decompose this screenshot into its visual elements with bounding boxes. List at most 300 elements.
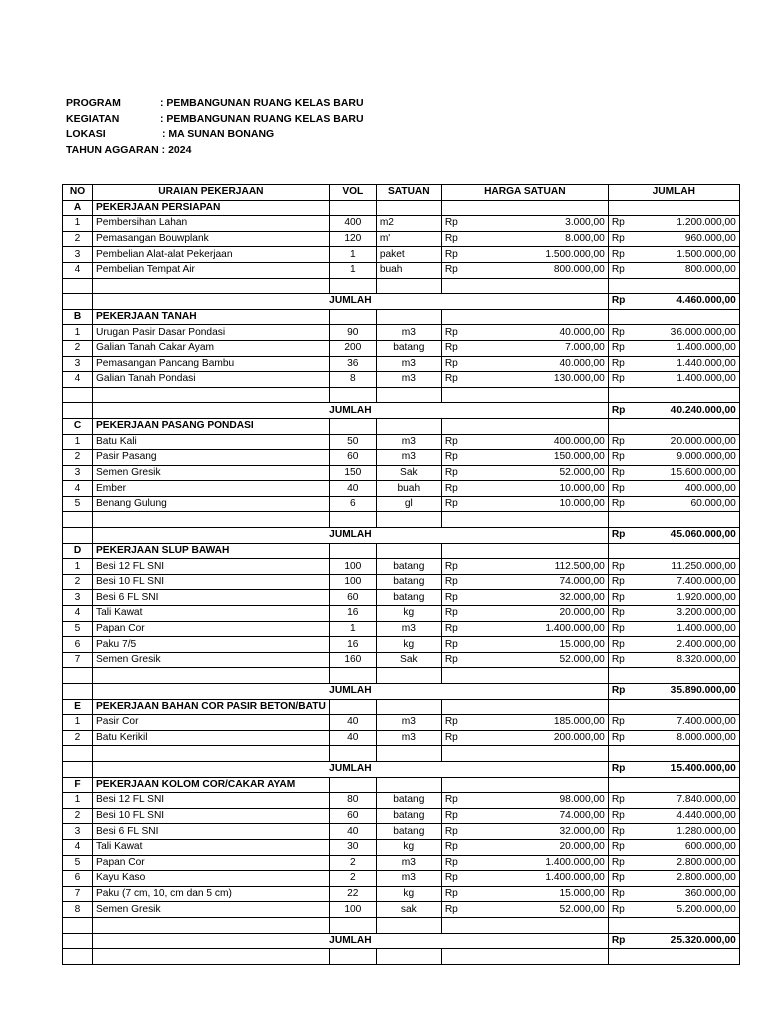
table-row	[63, 590, 740, 606]
item-jumlah: 8.000.000,00	[631, 730, 739, 746]
empty-cell	[464, 387, 608, 403]
section-title: PEKERJAAN KOLOM COR/CAKAR AYAM	[93, 777, 330, 793]
table-row	[63, 450, 740, 466]
empty-cell	[441, 387, 464, 403]
section-code: E	[63, 699, 93, 715]
item-harga-currency: Rp	[441, 559, 464, 575]
item-no: 2	[63, 574, 93, 590]
empty-cell	[441, 949, 464, 965]
section-total-row	[63, 528, 740, 544]
item-vol: 1	[329, 621, 376, 637]
item-harga-currency: Rp	[441, 574, 464, 590]
item-satuan: batang	[376, 559, 441, 575]
item-harga-satuan: 1.400.000,00	[464, 855, 608, 871]
empty-cell	[329, 278, 376, 294]
table-row	[63, 886, 740, 902]
table-row	[63, 356, 740, 372]
item-jumlah: 1.200.000,00	[631, 216, 739, 232]
item-harga-currency: Rp	[441, 715, 464, 731]
empty-cell	[63, 387, 93, 403]
section-total-value: 25.320.000,00	[631, 933, 739, 949]
item-satuan: kg	[376, 606, 441, 622]
item-name: Benang Gulung	[93, 496, 330, 512]
empty-cell	[464, 777, 608, 793]
item-no: 1	[63, 216, 93, 232]
empty-cell	[376, 949, 441, 965]
item-harga-currency: Rp	[441, 450, 464, 466]
item-vol: 400	[329, 216, 376, 232]
section-total-value: 45.060.000,00	[631, 528, 739, 544]
empty-cell	[329, 699, 376, 715]
item-jumlah: 800.000,00	[631, 262, 739, 278]
item-harga-currency: Rp	[441, 231, 464, 247]
item-harga-satuan: 112.500,00	[464, 559, 608, 575]
table-row	[63, 652, 740, 668]
empty-cell	[376, 512, 441, 528]
item-harga-currency: Rp	[441, 871, 464, 887]
item-harga-satuan: 52.000,00	[464, 902, 608, 918]
item-jumlah-currency: Rp	[608, 652, 631, 668]
item-name: Galian Tanah Pondasi	[93, 372, 330, 388]
item-vol: 40	[329, 715, 376, 731]
empty-cell	[376, 200, 441, 216]
item-name: Pemasangan Bouwplank	[93, 231, 330, 247]
table-row	[63, 574, 740, 590]
item-jumlah: 20.000.000,00	[631, 434, 739, 450]
item-no: 7	[63, 886, 93, 902]
table-row	[63, 340, 740, 356]
item-harga-satuan: 150.000,00	[464, 450, 608, 466]
item-harga-satuan: 32.000,00	[464, 824, 608, 840]
empty-row	[63, 746, 740, 762]
item-jumlah-currency: Rp	[608, 434, 631, 450]
item-harga-satuan: 32.000,00	[464, 590, 608, 606]
empty-cell	[329, 949, 376, 965]
empty-cell	[63, 949, 93, 965]
item-no: 4	[63, 372, 93, 388]
item-no: 3	[63, 465, 93, 481]
empty-cell	[631, 917, 739, 933]
item-jumlah-currency: Rp	[608, 621, 631, 637]
item-no: 1	[63, 434, 93, 450]
section-total-row	[63, 294, 740, 310]
item-vol: 22	[329, 886, 376, 902]
section-row	[63, 777, 740, 793]
program-value: : PEMBANGUNAN RUANG KELAS BARU	[160, 97, 364, 109]
section-total-currency: Rp	[608, 528, 631, 544]
item-no: 6	[63, 637, 93, 653]
item-vol: 90	[329, 325, 376, 341]
item-no: 5	[63, 855, 93, 871]
table-row	[63, 839, 740, 855]
table-row	[63, 793, 740, 809]
item-no: 1	[63, 715, 93, 731]
col-header-vol: VOL	[329, 185, 376, 201]
table-row	[63, 372, 740, 388]
empty-cell	[376, 387, 441, 403]
item-jumlah-currency: Rp	[608, 606, 631, 622]
item-harga-currency: Rp	[441, 902, 464, 918]
empty-cell	[329, 746, 376, 762]
item-jumlah-currency: Rp	[608, 824, 631, 840]
empty-cell	[63, 933, 93, 949]
item-no: 4	[63, 262, 93, 278]
item-no: 1	[63, 559, 93, 575]
item-jumlah: 1.280.000,00	[631, 824, 739, 840]
table-row	[63, 824, 740, 840]
col-header-uraian: URAIAN PEKERJAAN	[93, 185, 330, 201]
item-satuan: kg	[376, 886, 441, 902]
item-name: Batu Kerikil	[93, 730, 330, 746]
item-jumlah: 360.000,00	[631, 886, 739, 902]
empty-cell	[441, 746, 464, 762]
item-name: Semen Gresik	[93, 652, 330, 668]
section-total-currency: Rp	[608, 933, 631, 949]
item-jumlah: 960.000,00	[631, 231, 739, 247]
item-harga-satuan: 1.500.000,00	[464, 247, 608, 263]
item-satuan: kg	[376, 839, 441, 855]
table-row	[63, 606, 740, 622]
item-harga-satuan: 98.000,00	[464, 793, 608, 809]
item-harga-currency: Rp	[441, 372, 464, 388]
empty-cell	[441, 200, 464, 216]
section-title: PEKERJAAN SLUP BAWAH	[93, 543, 330, 559]
section-total-value: 15.400.000,00	[631, 761, 739, 777]
empty-cell	[63, 684, 93, 700]
empty-row	[63, 512, 740, 528]
empty-cell	[464, 746, 608, 762]
section-row	[63, 543, 740, 559]
empty-cell	[631, 949, 739, 965]
item-vol: 100	[329, 902, 376, 918]
item-jumlah: 600.000,00	[631, 839, 739, 855]
table-row	[63, 855, 740, 871]
lokasi-label: LOKASI	[66, 128, 106, 140]
table-row	[63, 496, 740, 512]
item-harga-satuan: 40.000,00	[464, 325, 608, 341]
item-jumlah-currency: Rp	[608, 590, 631, 606]
table-row	[63, 325, 740, 341]
empty-cell	[608, 917, 631, 933]
item-jumlah: 2.400.000,00	[631, 637, 739, 653]
section-total-label: JUMLAH	[93, 403, 609, 419]
item-harga-satuan: 74.000,00	[464, 808, 608, 824]
item-satuan: m3	[376, 730, 441, 746]
empty-row	[63, 949, 740, 965]
item-harga-satuan: 15.000,00	[464, 886, 608, 902]
empty-cell	[376, 278, 441, 294]
empty-cell	[376, 699, 441, 715]
item-harga-satuan: 185.000,00	[464, 715, 608, 731]
table-row	[63, 902, 740, 918]
empty-cell	[631, 699, 739, 715]
empty-cell	[441, 917, 464, 933]
item-jumlah: 400.000,00	[631, 481, 739, 497]
empty-cell	[93, 387, 330, 403]
section-code: A	[63, 200, 93, 216]
empty-cell	[329, 512, 376, 528]
item-harga-currency: Rp	[441, 262, 464, 278]
item-jumlah-currency: Rp	[608, 340, 631, 356]
table-row	[63, 559, 740, 575]
item-name: Paku 7/5	[93, 637, 330, 653]
empty-cell	[376, 668, 441, 684]
section-code: B	[63, 309, 93, 325]
item-jumlah-currency: Rp	[608, 871, 631, 887]
table-row	[63, 262, 740, 278]
section-title: PEKERJAAN PERSIAPAN	[93, 200, 330, 216]
item-no: 2	[63, 730, 93, 746]
col-header-jumlah: JUMLAH	[608, 185, 739, 201]
item-harga-satuan: 74.000,00	[464, 574, 608, 590]
table-row	[63, 621, 740, 637]
section-title: PEKERJAAN TANAH	[93, 309, 330, 325]
empty-row	[63, 278, 740, 294]
kegiatan-label: KEGIATAN	[66, 112, 120, 125]
item-satuan: gl	[376, 496, 441, 512]
empty-cell	[631, 668, 739, 684]
table-row	[63, 247, 740, 263]
item-vol: 80	[329, 793, 376, 809]
item-jumlah-currency: Rp	[608, 839, 631, 855]
empty-cell	[93, 917, 330, 933]
empty-cell	[441, 699, 464, 715]
item-jumlah-currency: Rp	[608, 325, 631, 341]
table-row	[63, 808, 740, 824]
item-vol: 2	[329, 871, 376, 887]
empty-cell	[63, 761, 93, 777]
empty-cell	[63, 917, 93, 933]
item-jumlah-currency: Rp	[608, 715, 631, 731]
item-harga-satuan: 1.400.000,00	[464, 871, 608, 887]
item-harga-currency: Rp	[441, 340, 464, 356]
item-vol: 6	[329, 496, 376, 512]
empty-cell	[63, 668, 93, 684]
empty-cell	[441, 309, 464, 325]
item-jumlah-currency: Rp	[608, 481, 631, 497]
item-satuan: m2	[376, 216, 441, 232]
item-jumlah: 60.000,00	[631, 496, 739, 512]
empty-cell	[376, 746, 441, 762]
tahun-anggaran: TAHUN AGGARAN : 2024	[66, 143, 192, 156]
empty-cell	[329, 309, 376, 325]
empty-cell	[608, 512, 631, 528]
empty-cell	[329, 387, 376, 403]
empty-cell	[441, 543, 464, 559]
empty-cell	[608, 309, 631, 325]
empty-cell	[93, 668, 330, 684]
empty-cell	[93, 278, 330, 294]
item-jumlah: 4.440.000,00	[631, 808, 739, 824]
item-jumlah-currency: Rp	[608, 730, 631, 746]
empty-cell	[631, 387, 739, 403]
item-name: Paku (7 cm, 10, cm dan 5 cm)	[93, 886, 330, 902]
section-code: F	[63, 777, 93, 793]
item-vol: 200	[329, 340, 376, 356]
section-total-row	[63, 403, 740, 419]
item-harga-currency: Rp	[441, 730, 464, 746]
empty-cell	[631, 543, 739, 559]
item-jumlah-currency: Rp	[608, 450, 631, 466]
empty-cell	[464, 418, 608, 434]
section-row	[63, 418, 740, 434]
item-jumlah-currency: Rp	[608, 637, 631, 653]
item-harga-satuan: 52.000,00	[464, 465, 608, 481]
empty-row	[63, 917, 740, 933]
empty-cell	[329, 917, 376, 933]
item-vol: 100	[329, 559, 376, 575]
table-row	[63, 637, 740, 653]
item-name: Besi 6 FL SNI	[93, 590, 330, 606]
item-no: 3	[63, 247, 93, 263]
item-no: 8	[63, 902, 93, 918]
empty-cell	[608, 418, 631, 434]
item-jumlah-currency: Rp	[608, 231, 631, 247]
item-satuan: batang	[376, 808, 441, 824]
empty-cell	[608, 200, 631, 216]
item-jumlah: 1.400.000,00	[631, 372, 739, 388]
table-row	[63, 231, 740, 247]
item-name: Pembelian Tempat Air	[93, 262, 330, 278]
item-no: 2	[63, 808, 93, 824]
item-harga-currency: Rp	[441, 839, 464, 855]
table-row	[63, 216, 740, 232]
empty-cell	[631, 512, 739, 528]
item-name: Pembersihan Lahan	[93, 216, 330, 232]
item-vol: 100	[329, 574, 376, 590]
section-total-currency: Rp	[608, 403, 631, 419]
item-jumlah: 1.440.000,00	[631, 356, 739, 372]
section-total-currency: Rp	[608, 761, 631, 777]
item-harga-satuan: 400.000,00	[464, 434, 608, 450]
item-vol: 60	[329, 808, 376, 824]
item-jumlah: 5.200.000,00	[631, 902, 739, 918]
section-total-value: 40.240.000,00	[631, 403, 739, 419]
table-row	[63, 715, 740, 731]
item-harga-currency: Rp	[441, 637, 464, 653]
section-total-row	[63, 933, 740, 949]
item-harga-satuan: 200.000,00	[464, 730, 608, 746]
item-harga-satuan: 3.000,00	[464, 216, 608, 232]
empty-cell	[63, 403, 93, 419]
empty-cell	[63, 746, 93, 762]
empty-cell	[608, 949, 631, 965]
item-satuan: m3	[376, 621, 441, 637]
item-satuan: m3	[376, 450, 441, 466]
empty-cell	[608, 699, 631, 715]
item-jumlah: 15.600.000,00	[631, 465, 739, 481]
item-harga-currency: Rp	[441, 652, 464, 668]
empty-cell	[631, 418, 739, 434]
item-name: Besi 10 FL SNI	[93, 574, 330, 590]
item-harga-currency: Rp	[441, 824, 464, 840]
empty-cell	[329, 200, 376, 216]
table-row	[63, 465, 740, 481]
item-harga-currency: Rp	[441, 496, 464, 512]
empty-cell	[63, 294, 93, 310]
item-harga-currency: Rp	[441, 808, 464, 824]
rab-table	[62, 184, 740, 965]
item-vol: 30	[329, 839, 376, 855]
item-jumlah-currency: Rp	[608, 262, 631, 278]
item-vol: 150	[329, 465, 376, 481]
item-satuan: batang	[376, 824, 441, 840]
empty-cell	[63, 528, 93, 544]
item-name: Besi 6 FL SNI	[93, 824, 330, 840]
item-name: Kayu Kaso	[93, 871, 330, 887]
empty-cell	[608, 543, 631, 559]
table-row	[63, 730, 740, 746]
empty-cell	[329, 418, 376, 434]
item-name: Batu Kali	[93, 434, 330, 450]
item-jumlah-currency: Rp	[608, 216, 631, 232]
item-name: Pembelian Alat-alat Pekerjaan	[93, 247, 330, 263]
item-name: Tali Kawat	[93, 606, 330, 622]
empty-cell	[464, 917, 608, 933]
item-name: Pemasangan Pancang Bambu	[93, 356, 330, 372]
item-vol: 120	[329, 231, 376, 247]
item-satuan: m3	[376, 434, 441, 450]
item-vol: 16	[329, 606, 376, 622]
table-row	[63, 871, 740, 887]
item-vol: 160	[329, 652, 376, 668]
item-no: 6	[63, 871, 93, 887]
item-harga-currency: Rp	[441, 621, 464, 637]
item-satuan: batang	[376, 793, 441, 809]
item-satuan: Sak	[376, 465, 441, 481]
empty-cell	[93, 746, 330, 762]
section-code: D	[63, 543, 93, 559]
item-no: 3	[63, 590, 93, 606]
item-harga-currency: Rp	[441, 793, 464, 809]
item-harga-satuan: 8.000,00	[464, 231, 608, 247]
item-harga-currency: Rp	[441, 434, 464, 450]
section-total-value: 4.460.000,00	[631, 294, 739, 310]
item-jumlah: 7.400.000,00	[631, 715, 739, 731]
item-satuan: buah	[376, 481, 441, 497]
empty-cell	[464, 668, 608, 684]
item-no: 5	[63, 621, 93, 637]
item-jumlah-currency: Rp	[608, 808, 631, 824]
item-harga-satuan: 20.000,00	[464, 839, 608, 855]
section-total-label: JUMLAH	[93, 761, 609, 777]
section-total-label: JUMLAH	[93, 528, 609, 544]
item-vol: 1	[329, 262, 376, 278]
item-satuan: batang	[376, 590, 441, 606]
item-jumlah-currency: Rp	[608, 574, 631, 590]
item-no: 4	[63, 606, 93, 622]
empty-cell	[63, 278, 93, 294]
item-name: Tali Kawat	[93, 839, 330, 855]
item-name: Urugan Pasir Dasar Pondasi	[93, 325, 330, 341]
section-total-label: JUMLAH	[93, 933, 609, 949]
item-satuan: kg	[376, 637, 441, 653]
item-satuan: batang	[376, 340, 441, 356]
item-satuan: m3	[376, 855, 441, 871]
empty-cell	[441, 278, 464, 294]
item-jumlah-currency: Rp	[608, 465, 631, 481]
empty-cell	[376, 309, 441, 325]
empty-cell	[608, 387, 631, 403]
item-jumlah: 2.800.000,00	[631, 871, 739, 887]
empty-cell	[631, 746, 739, 762]
item-jumlah-currency: Rp	[608, 793, 631, 809]
item-jumlah: 8.320.000,00	[631, 652, 739, 668]
empty-cell	[376, 917, 441, 933]
item-satuan: m3	[376, 715, 441, 731]
item-harga-currency: Rp	[441, 606, 464, 622]
empty-cell	[441, 418, 464, 434]
